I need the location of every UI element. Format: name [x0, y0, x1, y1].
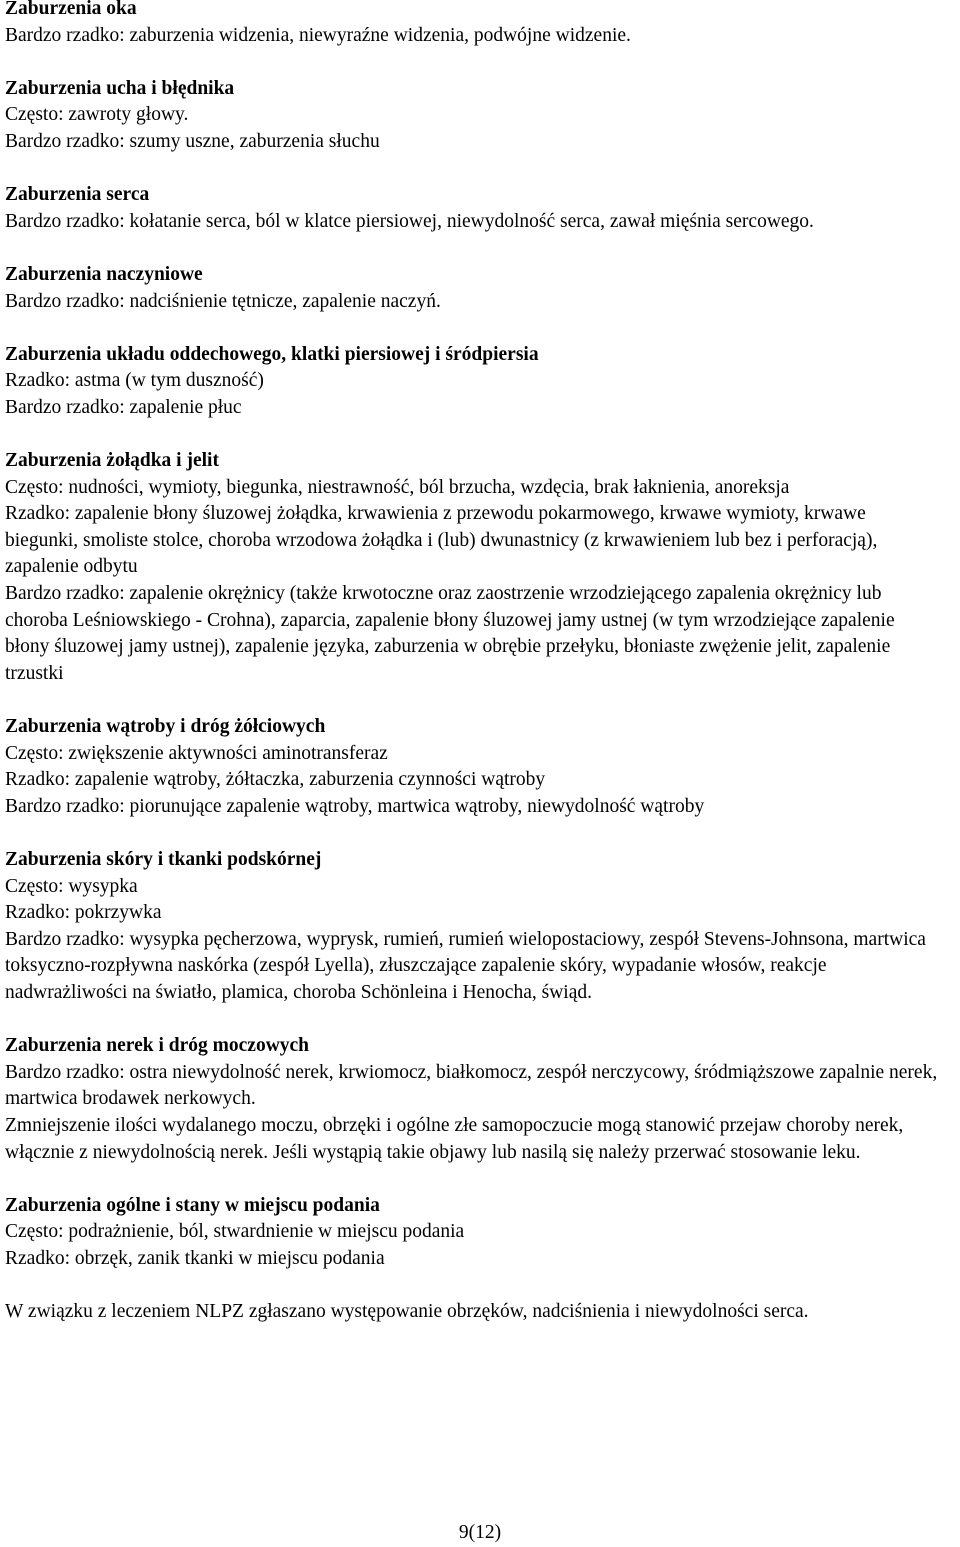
section-line: Często: nudności, wymioty, biegunka, niestrawność, ból brzucha, wzdęcia, brak łaknienia, anoreksja: [5, 476, 790, 498]
section-line: Często: zwiększenie aktywności aminotransferaz: [5, 742, 388, 764]
section-line: Zmniejszenie ilości wydalanego moczu, obrzęki i ogólne złe samopoczucie mogą stanowić przejaw choroby nerek, włącznie z niewydolnością nerek. Jeśli wystąpią takie objawy lub nasilą się należy przerwać stosowanie leku.: [5, 1114, 904, 1163]
section-line: Rzadko: zapalenie wątroby, żółtaczka, zaburzenia czynności wątroby: [5, 769, 546, 791]
section-line: Często: podrażnienie, ból, stwardnienie w miejscu podania: [5, 1221, 465, 1243]
section-title: Zaburzenia ucha i błędnika: [5, 77, 235, 99]
section-gastrointestinal-disorders: [5, 448, 940, 687]
section-skin-disorders: [5, 847, 940, 1007]
section-line: Często: zawroty głowy.: [5, 104, 189, 126]
section-line: Bardzo rzadko: nadciśnienie tętnicze, zapalenie naczyń.: [5, 290, 441, 312]
section-nsaid-note: [5, 1299, 940, 1326]
section-eye-disorders: [5, 0, 940, 49]
section-title: Zaburzenia wątroby i dróg żółciowych: [5, 716, 326, 738]
page-number: 9(12): [458, 1522, 502, 1543]
section-title: Zaburzenia układu oddechowego, klatki piersiowej i śródpiersia: [5, 343, 539, 365]
section-line: Rzadko: astma (w tym duszność): [5, 370, 264, 392]
section-line: Bardzo rzadko: piorunujące zapalenie wątroby, martwica wątroby, niewydolność wątroby: [5, 795, 705, 817]
section-renal-disorders: [5, 1033, 940, 1166]
section-general-disorders: [5, 1193, 940, 1273]
section-line: Bardzo rzadko: zaburzenia widzenia, niewyraźne widzenia, podwójne widzenie.: [5, 24, 631, 46]
section-respiratory-disorders: [5, 342, 940, 422]
section-hepatobiliary-disorders: [5, 714, 940, 820]
section-line: Bardzo rzadko: ostra niewydolność nerek, krwiomocz, białkomocz, zespół nerczycowy, śródmiąższowe zapalnie nerek, martwica brodawek nerkowych.: [5, 1061, 938, 1110]
document-body: [5, 0, 940, 1352]
section-line: Rzadko: zapalenie błony śluzowej żołądka, krwawienia z przewodu pokarmowego, krwawe wymioty, krwawe biegunki, smoliste stolce, choroba wrzodowa żołądka i (lub) dwunastnicy (z krwawieniem lub bez i perforacją), zapalenie odbytu: [5, 503, 878, 578]
section-ear-disorders: [5, 76, 940, 156]
section-line: Bardzo rzadko: wysypka pęcherzowa, wyprysk, rumień, rumień wielopostaciowy, zespół Stevens-Johnsona, martwica toksyczno-rozpływna naskórka (zespół Lyella), złuszczające zapalenie skóry, wypadanie włosów, reakcje nadwrażliwości na światło, plamica, choroba Schönleina i Henocha, świąd.: [5, 928, 926, 1003]
section-title: Zaburzenia serca: [5, 184, 150, 206]
section-line: Rzadko: pokrzywka: [5, 902, 162, 924]
section-title: Zaburzenia skóry i tkanki podskórnej: [5, 849, 322, 870]
closing-paragraph: W związku z leczeniem NLPZ zgłaszano występowanie obrzęków, nadciśnienia i niewydolności serca.: [5, 1301, 809, 1323]
section-cardiac-disorders: [5, 182, 940, 235]
section-line: Rzadko: obrzęk, zanik tkanki w miejscu podania: [5, 1247, 385, 1269]
section-line: Bardzo rzadko: szumy uszne, zaburzenia słuchu: [5, 130, 380, 152]
section-line: Bardzo rzadko: kołatanie serca, ból w klatce piersiowej, niewydolność serca, zawał mięśnia sercowego.: [5, 210, 814, 232]
section-title: Zaburzenia naczyniowe: [5, 263, 203, 285]
section-vascular-disorders: [5, 262, 940, 315]
section-line: Często: wysypka: [5, 875, 138, 897]
section-title: Zaburzenia ogólne i stany w miejscu podania: [5, 1194, 380, 1216]
section-line: Bardzo rzadko: zapalenie płuc: [5, 396, 242, 418]
section-title: Zaburzenia oka: [5, 0, 137, 19]
section-title: Zaburzenia nerek i dróg moczowych: [5, 1035, 310, 1057]
section-line: Bardzo rzadko: zapalenie okrężnicy (także krwotoczne oraz zaostrzenie wrzodziejącego zapalenia okrężnicy lub choroba Leśniowskiego - Crohna), zaparcia, zapalenie błony śluzowej jamy ustnej (w tym wrzodziejące zapalenie błony śluzowej jamy ustnej), zapalenie języka, zaburzenia w obrębie przełyku, błoniaste zwężenie jelit, zapalenie trzustki: [5, 583, 895, 684]
section-title: Zaburzenia żołądka i jelit: [5, 450, 219, 472]
